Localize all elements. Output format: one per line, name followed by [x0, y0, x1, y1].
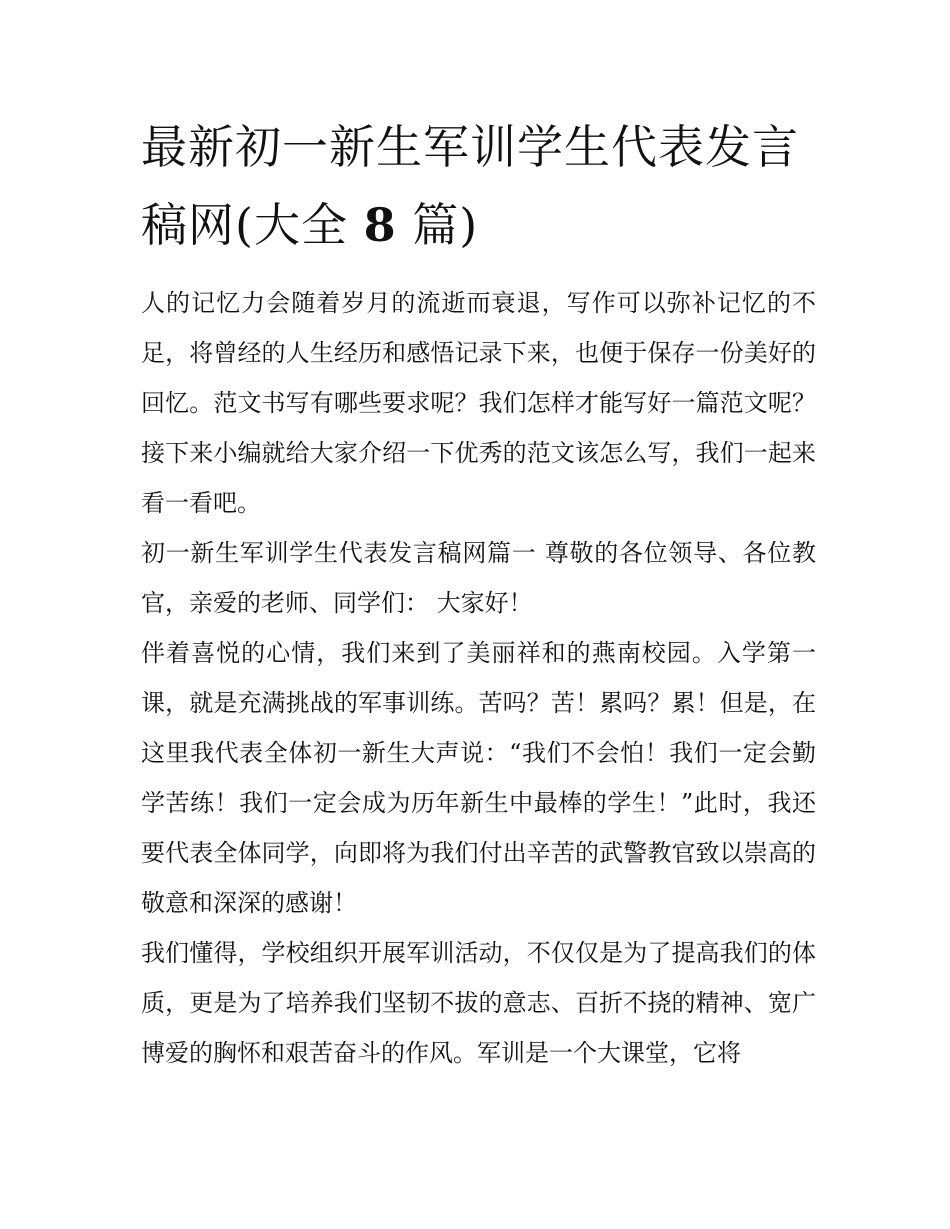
body-paragraph: 伴着喜悦的心情，我们来到了美丽祥和的燕南校园。入学第一课，就是充满挑战的军事训练。苦吗？苦！累吗？累！但是，在这里我代表全体初一新生大声说：“我们不会怕！我们一定会勤学苦练！我们一定会成为历年新生中最棒的学生！”此时，我还要代表全体同学，向即将为我们付出辛苦的武警教官致以崇高的敬意和深深的感谢！	[141, 639, 816, 917]
title-number: 8	[363, 198, 397, 252]
document-title	[141, 108, 816, 264]
title-suffix: 篇)	[412, 198, 479, 252]
title-text: 最新初一新生军训学生代表发言稿网(大全	[141, 120, 799, 252]
speech-heading-paragraph: 初一新生军训学生代表发言稿网篇一 尊敬的各位领导、各位教官，亲爱的老师、同学们： 大家好！	[141, 539, 816, 617]
document-body	[141, 108, 816, 1078]
intro-paragraph: 人的记忆力会随着岁月的流逝而衰退，写作可以弥补记忆的不足，将曾经的人生经历和感悟记录下来，也便于保存一份美好的回忆。范文书写有哪些要求呢？我们怎样才能写好一篇范文呢？接下来小编就给大家介绍一下优秀的范文该怎么写，我们一起来看一看吧。	[141, 289, 816, 517]
body-paragraph: 我们懂得，学校组织开展军训活动，不仅仅是为了提高我们的体质，更是为了培养我们坚韧不拔的意志、百折不挠的精神、宽广博爱的胸怀和艰苦奋斗的作风。军训是一个大课堂，它将	[141, 939, 816, 1067]
